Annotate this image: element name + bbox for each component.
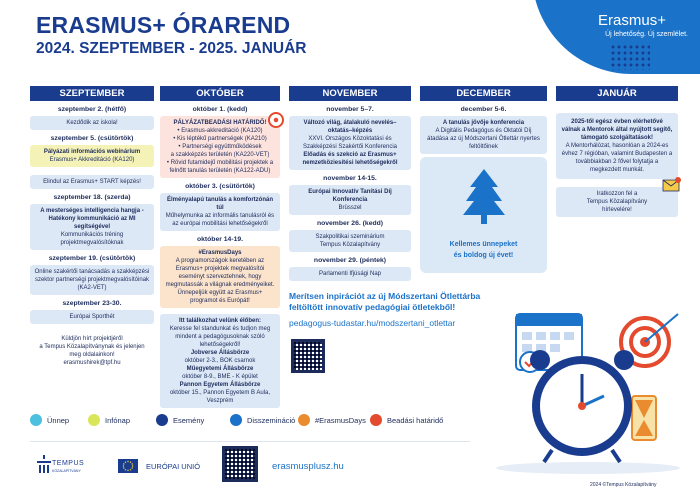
brand-name: Erasmus+ <box>598 12 666 29</box>
legend-item <box>30 414 69 426</box>
event-text: október 2-3., BOK csarnok <box>184 358 256 364</box>
column-october <box>160 86 280 410</box>
event-text: a Tempus Közalapítványnak és jelenjen meg oldalainkon! <box>39 344 145 358</box>
event-text: a szakképzés területén (KA220-VET) <box>170 152 270 158</box>
event-text: Keresse fel standunkat és tudjon meg mindent a pedagógusoknak szóló lehetőségekről! <box>169 326 271 348</box>
event-date: október 3. (csütörtök) <box>185 183 255 190</box>
event-date: szeptember 5. (csütörtök) <box>50 135 134 142</box>
event-text: • Rövid futamidejű mobilitási projektek a <box>166 160 274 166</box>
legend-label: Infónap <box>105 415 131 425</box>
idea-bank-promo <box>289 291 480 313</box>
deadline-card <box>160 116 280 178</box>
event-text: Elindul az Erasmus+ START képzés! <box>43 179 141 185</box>
copyright-text: 2024 ©Tempus Közalapítvány <box>590 482 657 488</box>
event-card <box>420 116 547 154</box>
event-text: • Kis léptékű partnerségek (KA210) <box>173 136 267 142</box>
column-title: NOVEMBER <box>289 86 411 101</box>
legend <box>30 414 460 428</box>
event-text: felnőtt tanulás területén (KA122-ADU) <box>169 168 271 174</box>
event-title: Műegyetemi Állásbörze <box>186 366 254 372</box>
event-date: december 5-6. <box>460 106 507 113</box>
event-title: Előadás és szekció az Erasmus+ nemzetköziesítési lehetőségekről <box>302 152 398 166</box>
event-text: Iratkozzon fel a <box>596 191 638 197</box>
column-title: JANUÁR <box>556 86 678 101</box>
holiday-text: és boldog új évet! <box>453 252 514 259</box>
holiday-card <box>420 157 547 273</box>
legend-swatch <box>88 414 100 426</box>
event-text: • Partnerségi együttműködések <box>178 144 262 150</box>
promo-line: feltöltött innovatív pedagógiai ötletekből! <box>289 302 456 312</box>
event-text: október 15., Pannon Egyetem B Aula, Veszprém <box>169 390 271 404</box>
event-card <box>30 310 154 324</box>
column-title: SZEPTEMBER <box>30 86 154 101</box>
event-card <box>160 193 280 231</box>
event-text: A programországok keretében az Erasmus+ projektek megvalósítói eseményt szerveztehnek, hogy megmutassák a világnak eredményeiket. Ünnepeljük együtt az Erasmus+ programot és Európát! <box>165 258 275 304</box>
event-title: A tanulás jövője konferencia <box>442 120 525 126</box>
event-title: A mesterséges intelligencia hangja - Hatékony kommunikáció az MI segítségével <box>40 208 144 230</box>
holiday-text: Kellemes ünnepeket <box>449 241 518 248</box>
event-card <box>556 113 678 179</box>
idea-bank-link[interactable]: pedagogus-tudastar.hu/modszertani_otlettar <box>289 318 456 328</box>
promo-line: Merítsen inpirációt az új Módszertani Ötlettárba <box>289 291 481 301</box>
event-card <box>289 116 411 170</box>
tempus-logo-icon <box>36 455 52 475</box>
event-card <box>289 230 411 252</box>
event-date: szeptember 23-30. <box>62 300 122 307</box>
event-text: Küldjön hírt projektjéről <box>61 336 123 342</box>
event-card <box>30 116 154 130</box>
event-text: Parlamenti Ifjúsági Nap <box>318 271 382 277</box>
event-date: október 14-19. <box>196 236 244 243</box>
event-text: Erasmus+ Akkreditáció (KA120) <box>49 157 135 163</box>
legend-item <box>298 414 366 426</box>
event-title: Változó világ, átalakuló nevelés–oktatás–képzés <box>303 120 397 134</box>
legend-label: Esemény <box>173 415 205 425</box>
brand-tagline: Új lehetőség. Új szemlélet. <box>605 31 688 38</box>
event-title: Pannon Egyetem Állásbörze <box>179 382 261 388</box>
event-text: Szakpolitikai szeminárium <box>315 234 385 240</box>
erasmusplusz-link[interactable]: erasmusplusz.hu <box>272 461 344 472</box>
mail-icon <box>662 177 682 193</box>
footer-divider <box>30 441 470 442</box>
news-card <box>30 332 154 370</box>
event-card <box>30 145 154 167</box>
event-text: Kezdődik az iskola! <box>66 120 118 126</box>
event-text: A Digitális Pedagógus és Oktatói Díj átadása az új Módszertani Ötlettár nyertes feltöltőinek <box>427 128 540 150</box>
event-title: Élményalapú tanulás a komfortzónán túl <box>166 197 274 211</box>
column-september <box>30 86 154 372</box>
event-date: szeptember 18. (szerda) <box>53 194 131 201</box>
event-date: november 26. (kedd) <box>316 220 384 227</box>
page-subtitle: 2024. SZEPTEMBER - 2025. JANUÁR <box>36 40 307 57</box>
idea-bank-qr-code[interactable] <box>291 339 325 373</box>
legend-label: Ünnep <box>47 415 70 425</box>
event-text: A Mentorhálózat, hasonlóan a 2024-es évhez 7 régióban, valamint Budapesten a továbbiakban 2 fővel folytatja a megkezdett munkát. <box>561 143 673 173</box>
column-december <box>420 86 547 156</box>
event-text: XXVI. Országos Közoktatási és Szakképzési Szakértői Konferencia <box>302 136 398 150</box>
event-text: Brüsszel <box>338 205 362 211</box>
event-text: Tempus Közalapítvány <box>319 242 381 248</box>
legend-label: Disszemináció <box>247 415 296 425</box>
legend-label: #ErasmusDays <box>315 415 366 425</box>
event-text: • Erasmus-akkreditáció (KA120) <box>177 128 263 134</box>
legend-item <box>370 414 443 426</box>
column-november <box>289 86 411 283</box>
event-date: október 1. (kedd) <box>192 106 248 113</box>
event-card <box>160 314 280 408</box>
event-text: Tempus Közalapítvány <box>586 199 648 205</box>
event-date: szeptember 2. (hétfő) <box>57 106 127 113</box>
event-card <box>289 185 411 215</box>
newsletter-card[interactable] <box>556 187 678 217</box>
dot-pattern-decoration <box>610 44 650 70</box>
eu-flag-icon <box>118 459 138 473</box>
event-title: Jobverse Állásbörze <box>190 350 250 356</box>
event-card <box>289 267 411 281</box>
event-title: Pályázati információs webinárium <box>43 149 141 155</box>
tempus-logo-subtext: KÖZALAPÍTVÁNY <box>52 469 81 473</box>
column-january <box>556 86 678 219</box>
column-title: DECEMBER <box>420 86 547 101</box>
event-date: november 14-15. <box>323 175 377 182</box>
christmas-tree-icon <box>462 167 506 225</box>
legend-item <box>156 414 204 426</box>
event-title: #ErasmusDays <box>198 250 242 256</box>
eu-label: EURÓPAI UNIÓ <box>146 462 201 471</box>
target-icon <box>268 112 284 128</box>
event-title: Európai Innovatív Tanítási Díj Konferencia <box>308 189 392 203</box>
event-card <box>30 265 154 295</box>
legend-item <box>88 414 130 426</box>
event-date: november 29. (péntek) <box>313 257 387 264</box>
legend-swatch <box>370 414 382 426</box>
event-card <box>30 204 154 250</box>
page-title: ERASMUS+ ÓRAREND <box>36 12 291 38</box>
event-title: 2025-től egész évben elérhetővé válnak a Mentorok által nyújtott segítő, támogató szolgáltatások! <box>561 119 673 141</box>
event-text: október 8-9., BME - K épület <box>182 374 258 380</box>
email-link[interactable]: erasmushirek@tpf.hu <box>63 360 121 366</box>
event-text: Online szakértői tanácsadás a szakképzési szektor partnerségi projektmegvalósítóinak (KA2-VET) <box>34 269 150 291</box>
event-title: PÁLYÁZATBEADÁSI HATÁRIDŐ! <box>173 120 267 126</box>
legend-swatch <box>30 414 42 426</box>
event-text: Műhelymunka az informális tanulásról és az európai mobilitási lehetőségekről <box>165 213 275 227</box>
event-card <box>30 175 154 189</box>
legend-swatch <box>298 414 310 426</box>
event-date: szeptember 19. (csütörtök) <box>48 255 136 262</box>
event-text: hírlevelére! <box>602 207 632 213</box>
event-date: november 5–7. <box>326 106 374 113</box>
tempus-logo-text: TEMPUS <box>52 460 85 467</box>
event-text: Európai Sporthét <box>69 314 115 320</box>
legend-label: Beadási határidő <box>387 415 444 425</box>
clock-calendar-illustration <box>488 300 688 475</box>
legend-item <box>230 414 295 426</box>
event-text: Kommunikációs tréning projektmegvalósítóknak <box>60 232 124 246</box>
event-title: Itt találkozhat velünk élőben: <box>178 318 261 324</box>
erasmusdays-card <box>160 246 280 308</box>
column-title: OKTÓBER <box>160 86 280 101</box>
erasmusplusz-qr-code[interactable] <box>222 446 258 482</box>
legend-swatch <box>156 414 168 426</box>
legend-swatch <box>230 414 242 426</box>
